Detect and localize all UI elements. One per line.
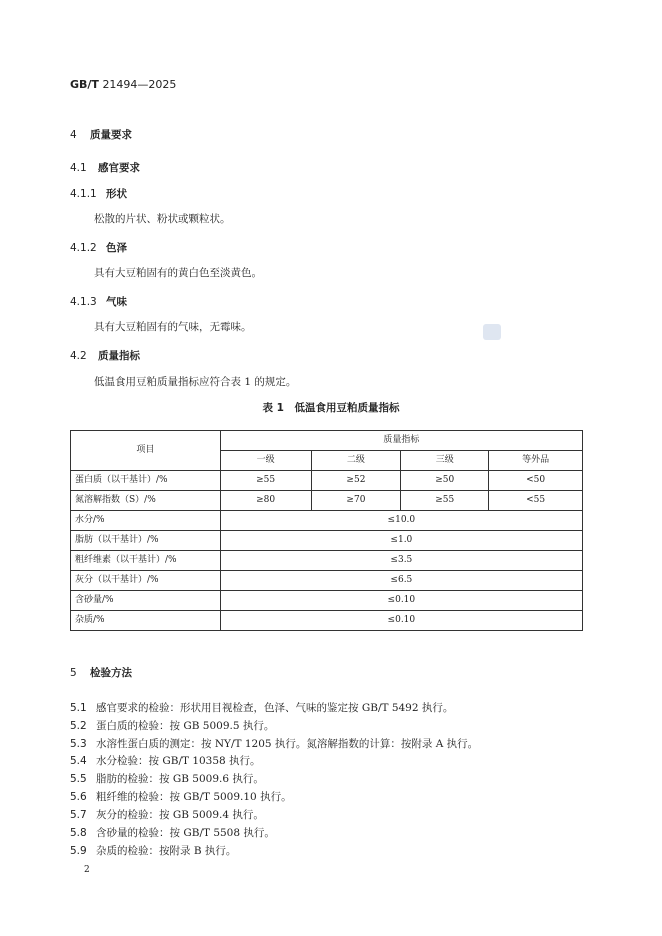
row-item: 脂肪（以干基计）/% <box>71 531 221 551</box>
table-caption: 表 1 低温食用豆粕质量指标 <box>262 402 400 414</box>
row-item: 氮溶解指数（S）/% <box>71 491 221 511</box>
section-4-heading: 4 质量要求 <box>70 129 132 141</box>
header-quality-index: 质量指标 <box>220 431 582 451</box>
row-value: ≤1.0 <box>220 531 582 551</box>
section-4-1-1-text: 松散的片状、粉状或颗粒状。 <box>94 213 231 225</box>
row-value: ≥80 <box>220 491 311 511</box>
table-row <box>71 511 583 531</box>
section-4-1-3-text: 具有大豆粕固有的气味，无霉味。 <box>94 321 252 333</box>
grade-1: 一级 <box>220 451 311 471</box>
row-value: <55 <box>489 491 583 511</box>
row-value: ≥55 <box>220 471 311 491</box>
table-row <box>71 491 583 511</box>
grade-2: 二级 <box>311 451 401 471</box>
method-item: 5.1 感官要求的检验：形状用目视检查，色泽、气味的鉴定按 GB/T 5492 执行。 <box>70 702 454 714</box>
table-header-row <box>71 431 583 451</box>
row-value: ≤0.10 <box>220 611 582 631</box>
method-item: 5.6 粗纤维的检验：按 GB/T 5009.10 执行。 <box>70 791 292 803</box>
table-row <box>71 531 583 551</box>
method-item: 5.4 水分检验：按 GB/T 10358 执行。 <box>70 755 261 767</box>
page-number: 2 <box>84 865 90 875</box>
section-4-1-3-heading: 4.1.3 气味 <box>70 296 127 308</box>
row-item: 含砂量/% <box>71 591 221 611</box>
standard-header <box>70 78 176 91</box>
header-item: 项目 <box>71 431 221 471</box>
grade-3: 三级 <box>401 451 489 471</box>
table-row <box>71 551 583 571</box>
row-item: 灰分（以干基计）/% <box>71 571 221 591</box>
section-4-1-heading: 4.1 感官要求 <box>70 162 140 174</box>
section-4-2-text: 低温食用豆粕质量指标应符合表 1 的规定。 <box>94 376 297 388</box>
row-item: 水分/% <box>71 511 221 531</box>
standard-prefix: GB/T <box>70 78 99 91</box>
table-row <box>71 571 583 591</box>
row-value: ≤6.5 <box>220 571 582 591</box>
method-item: 5.9 杂质的检验：按附录 B 执行。 <box>70 845 237 857</box>
section-4-1-2-text: 具有大豆粕固有的黄白色至淡黄色。 <box>94 267 262 279</box>
section-4-1-2-heading: 4.1.2 色泽 <box>70 242 127 254</box>
quality-index-table <box>70 430 583 631</box>
method-item: 5.2 蛋白质的检验：按 GB 5009.5 执行。 <box>70 720 275 732</box>
method-item: 5.7 灰分的检验：按 GB 5009.4 执行。 <box>70 809 264 821</box>
method-item: 5.5 脂肪的检验：按 GB 5009.6 执行。 <box>70 773 264 785</box>
row-value: ≥70 <box>311 491 401 511</box>
row-value: ≥55 <box>401 491 489 511</box>
table-row <box>71 471 583 491</box>
row-item: 粗纤维素（以干基计）/% <box>71 551 221 571</box>
row-value: ≤10.0 <box>220 511 582 531</box>
section-5-heading: 5 检验方法 <box>70 667 132 679</box>
row-item: 蛋白质（以干基计）/% <box>71 471 221 491</box>
table-row <box>71 591 583 611</box>
row-value: ≥52 <box>311 471 401 491</box>
row-item: 杂质/% <box>71 611 221 631</box>
section-4-2-heading: 4.2 质量指标 <box>70 350 140 362</box>
watermark-logo <box>483 324 501 340</box>
table-row <box>71 611 583 631</box>
standard-number: 21494—2025 <box>102 78 177 91</box>
section-4-1-1-heading: 4.1.1 形状 <box>70 188 127 200</box>
grade-substandard: 等外品 <box>489 451 583 471</box>
method-item: 5.3 水溶性蛋白质的测定：按 NY/T 1205 执行。氮溶解指数的计算：按附录 A 执行。 <box>70 738 479 750</box>
row-value: ≤3.5 <box>220 551 582 571</box>
row-value: ≤0.10 <box>220 591 582 611</box>
row-value: ≥50 <box>401 471 489 491</box>
method-item: 5.8 含砂量的检验：按 GB/T 5508 执行。 <box>70 827 275 839</box>
row-value: <50 <box>489 471 583 491</box>
